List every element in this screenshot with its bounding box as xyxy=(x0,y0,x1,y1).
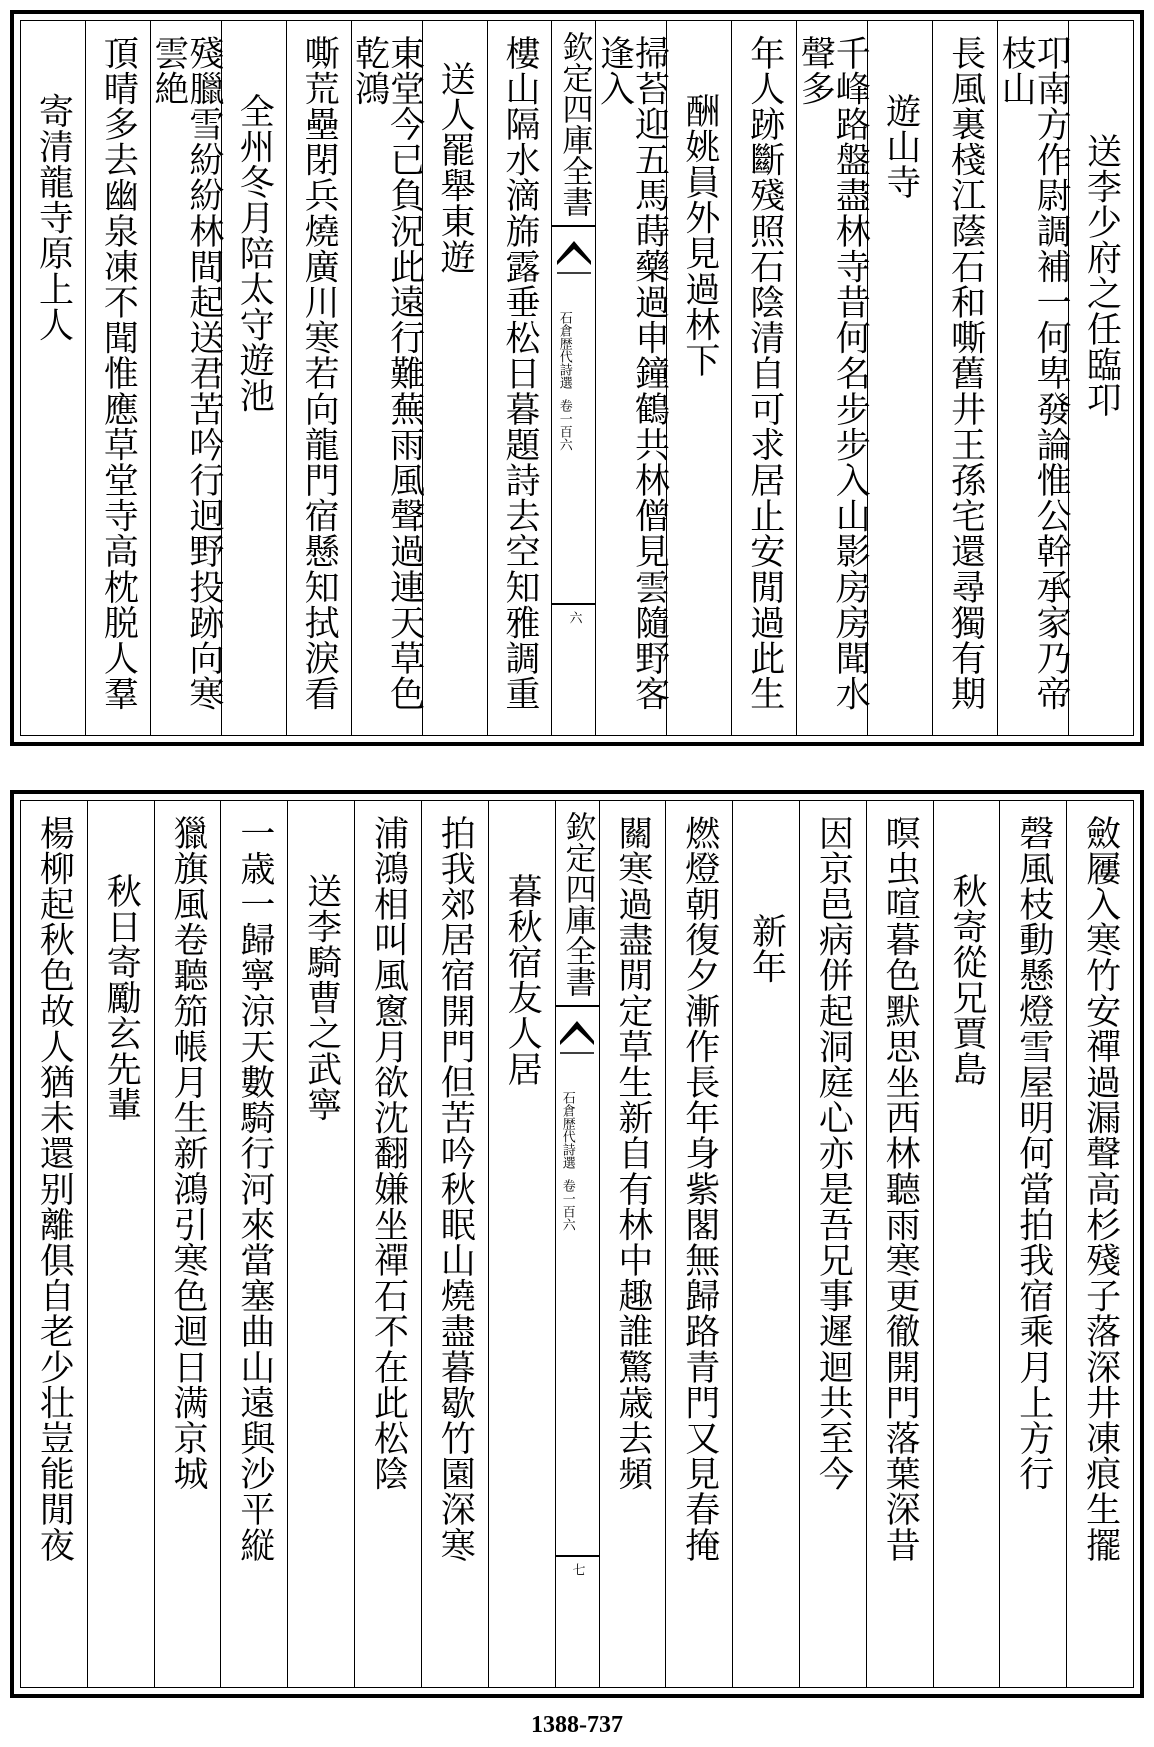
bottom-text-column: 楊柳起秋色故人猶未還别離俱自老少壮豈能閒夜 xyxy=(34,815,75,1563)
bottom-text-column: 一歳一歸寧涼天數騎行河來當塞曲山遠與沙平縦 xyxy=(220,801,287,1687)
top-text-column: 送人罷舉東遊 xyxy=(422,21,487,735)
bottom-text-column: 關寒過盡閒定草生新自有林中趣誰驚歳去頻 xyxy=(599,801,666,1687)
bottom-text-column: 秋寄從兄賈島 xyxy=(933,801,1000,1687)
top-leaf-number: 六 xyxy=(566,611,582,624)
top-center-fold xyxy=(551,21,595,735)
top-columns xyxy=(21,21,1133,735)
bottom-text-column: 拍我郊居宿開門但苦吟秋眠山燒盡暮歇竹園深寒 xyxy=(421,801,488,1687)
bottom-fishtail-mark xyxy=(558,1011,596,1057)
top-book-title: 欽定四庫全書 xyxy=(556,31,593,217)
top-text-column: 千峰路盤盡林寺昔何名步步入山影房房聞水聲多 xyxy=(796,21,867,735)
bottom-text-column: 因京邑病併起洞庭心亦是吾兄事遲迴共至今 xyxy=(799,801,866,1687)
top-page-frame xyxy=(20,20,1134,736)
top-text-column: 卭南方作尉調補一何卑發論惟公幹承家乃帝枝山 xyxy=(997,21,1068,735)
bottom-leaf-number: 七 xyxy=(569,1563,585,1576)
top-anthology-name: 石倉歴代詩選 xyxy=(556,311,572,389)
bottom-volume-number: 卷一百六 xyxy=(559,1179,575,1231)
top-text-column: 樓山隔水滴旆露垂松日暮題詩去空知雅調重 xyxy=(487,21,552,735)
top-fishtail-mark xyxy=(555,231,593,277)
bottom-text-column: 浦鴻相叫風窻月欲沈翻嫌坐禪石不在此松陰 xyxy=(354,801,421,1687)
bottom-page-panel xyxy=(10,790,1144,1698)
top-text-column: 東堂今已負況此遠行難蕪雨風聲過連天草色乾鴻 xyxy=(351,21,422,735)
bottom-text-column: 秋日寄勵玄先輩 xyxy=(87,801,154,1687)
bottom-center-fold xyxy=(555,801,599,1687)
bottom-text-column: 燃燈朝復夕漸作長年身紫閣無歸路青門又見春掩 xyxy=(665,801,732,1687)
page-code: 1388-737 xyxy=(531,1712,623,1738)
top-text-column: 頂晴多去幽泉凍不聞惟應草堂寺高枕脱人羣 xyxy=(85,21,150,735)
top-fold-rule-lower xyxy=(552,603,595,605)
top-text-column: 長風裏棧江蔭石和嘶舊井王孫宅還尋獨有期 xyxy=(932,21,997,735)
bottom-text-column: 獵旗風卷聽笳帳月生新鴻引寒色迴日满京城 xyxy=(154,801,221,1687)
bottom-fold-rule-lower xyxy=(556,1555,599,1557)
bottom-text-column: 暮秋宿友人居 xyxy=(488,801,555,1687)
top-text-column: 全州冬月陪太守遊池 xyxy=(221,21,286,735)
bottom-text-column: 暝虫喧暮色默思坐西林聽雨寒更徹開門落葉深昔 xyxy=(866,801,933,1687)
top-text-column: 掃苔迎五馬蒔藥過申鐘鶴共林僧見雲隨野客逢入 xyxy=(595,21,666,735)
top-text-column: 寄清龍寺原上人 xyxy=(33,93,74,343)
bottom-text-column: 新年 xyxy=(732,801,799,1687)
bottom-columns xyxy=(21,801,1133,1687)
top-volume-number: 卷一百六 xyxy=(556,399,572,451)
top-page-panel xyxy=(10,10,1144,746)
top-text-column: 年人跡斷殘照石陰清自可求居止安閒過此生 xyxy=(731,21,796,735)
bottom-anthology-name: 石倉歴代詩選 xyxy=(559,1091,575,1169)
top-fold-rule xyxy=(552,225,595,227)
bottom-text-column: 磬風枝動懸燈雪屋明何當拍我宿乘月上方行 xyxy=(999,801,1066,1687)
top-text-column: 嘶荒壘閉兵燒廣川寒若向龍門宿懸知拭淚看 xyxy=(286,21,351,735)
bottom-text-column: 斂屨入寒竹安禪過漏聲高杉殘子落深井凍痕生擺 xyxy=(1066,801,1133,1687)
bottom-page-frame xyxy=(20,800,1134,1688)
bottom-fold-rule xyxy=(556,1005,599,1007)
top-volume-info xyxy=(556,311,570,451)
top-text-column: 酬姚員外見過林下 xyxy=(666,21,731,735)
top-text-column: 遊山寺 xyxy=(867,21,932,735)
bottom-book-title: 欽定四庫全書 xyxy=(559,811,596,997)
bottom-text-column: 送李騎曹之武寧 xyxy=(287,801,354,1687)
bottom-volume-info xyxy=(560,1091,574,1231)
top-text-column: 送李少府之任臨卭 xyxy=(1068,21,1133,735)
top-text-column: 殘臘雪紛紛林間起送君苦吟行迥野投跡向寒雲絶 xyxy=(150,21,221,735)
